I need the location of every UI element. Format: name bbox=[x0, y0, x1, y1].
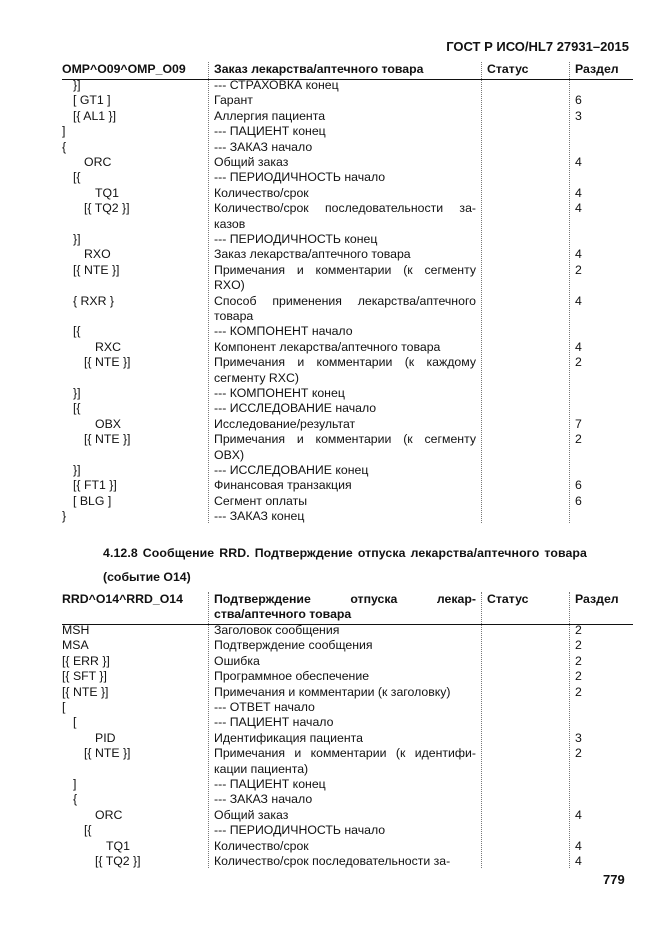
segment-description: Количество/срок последовательности за- bbox=[214, 854, 451, 868]
column-divider bbox=[208, 62, 209, 523]
segment-description: --- КОМПОНЕНТ начало bbox=[214, 324, 353, 339]
segment-description: Финансовая транзакция bbox=[214, 478, 352, 493]
header-status: Статус bbox=[487, 592, 529, 606]
column-divider bbox=[569, 62, 570, 523]
segment-description: Способ применения лекарства/аптечного bbox=[214, 293, 476, 308]
segment-code: OBX bbox=[95, 416, 121, 431]
segment-section: 6 bbox=[575, 93, 582, 108]
header-section: Раздел bbox=[575, 592, 619, 606]
document-title: ГОСТ Р ИСО/HL7 27931–2015 bbox=[446, 39, 629, 54]
header-section: Раздел bbox=[575, 62, 619, 76]
segment-code: ORC bbox=[84, 155, 112, 169]
segment-section: 2 bbox=[575, 432, 582, 447]
segment-code: PID bbox=[95, 730, 116, 745]
segment-section: 7 bbox=[575, 416, 582, 431]
segment-code: }] bbox=[73, 463, 81, 477]
segment-section: 2 bbox=[575, 623, 582, 637]
segment-description: Примечания и комментарии (к каждому bbox=[214, 355, 476, 370]
segment-description: Общий заказ bbox=[214, 807, 289, 822]
segment-code: [ bbox=[62, 700, 66, 714]
segment-code: [{ bbox=[73, 170, 81, 185]
segment-description: --- ПАЦИЕНТ начало bbox=[214, 715, 334, 730]
segment-code: [ GT1 ] bbox=[73, 93, 111, 108]
column-divider bbox=[481, 62, 482, 523]
segment-code: [{ AL1 }] bbox=[73, 108, 117, 123]
table-header-rule bbox=[62, 624, 633, 625]
segment-code: RXC bbox=[95, 339, 121, 354]
segment-code: ORC bbox=[95, 807, 123, 822]
segment-description: Гарант bbox=[214, 93, 253, 108]
page-number: 779 bbox=[603, 872, 625, 887]
segment-description: --- КОМПОНЕНТ конец bbox=[214, 386, 345, 400]
segment-description: Количество/срок bbox=[214, 838, 309, 853]
segment-section: 3 bbox=[575, 108, 582, 123]
segment-code: ] bbox=[62, 124, 66, 139]
column-divider bbox=[481, 592, 482, 868]
segment-code: TQ1 bbox=[106, 838, 130, 853]
segment-code: [ BLG ] bbox=[73, 493, 112, 508]
segment-code: [{ NTE }] bbox=[73, 262, 120, 277]
segment-section: 2 bbox=[575, 746, 582, 761]
segment-description: --- ЗАКАЗ конец bbox=[214, 509, 305, 524]
segment-section: 4 bbox=[575, 838, 582, 853]
segment-description: --- ПЕРИОДИЧНОСТЬ конец bbox=[214, 232, 378, 246]
segment-code: }] bbox=[73, 386, 81, 400]
table-header-rule bbox=[62, 79, 633, 80]
segment-code: [ bbox=[73, 715, 77, 730]
segment-description: Примечания и комментарии (к идентифи- bbox=[214, 746, 476, 761]
segment-code: TQ1 bbox=[95, 185, 119, 200]
header-description: Подтверждение отпуска лекар- bbox=[214, 592, 476, 606]
segment-description: --- ОТВЕТ начало bbox=[214, 700, 315, 714]
segment-description: --- ИССЛЕДОВАНИЕ начало bbox=[214, 401, 377, 416]
header-description-cont: ства/аптечного товара bbox=[214, 607, 352, 622]
segment-section: 6 bbox=[575, 493, 582, 508]
segment-description: Заголовок сообщения bbox=[214, 623, 340, 637]
segment-description: Примечания и комментарии (к сегменту bbox=[214, 432, 476, 447]
segment-description: --- ИССЛЕДОВАНИЕ конец bbox=[214, 463, 369, 477]
segment-section: 2 bbox=[575, 669, 582, 684]
section-heading-event: (событие O14) bbox=[103, 570, 191, 584]
segment-section: 2 bbox=[575, 653, 582, 668]
segment-description: Общий заказ bbox=[214, 155, 289, 169]
segment-description: --- СТРАХОВКА конец bbox=[214, 78, 339, 92]
segment-code: } bbox=[62, 509, 67, 524]
segment-description: казов bbox=[214, 216, 246, 231]
segment-code: RXO bbox=[84, 247, 111, 262]
segment-section: 4 bbox=[575, 293, 582, 308]
segment-section: 6 bbox=[575, 478, 582, 493]
segment-description: RXO) bbox=[214, 278, 245, 293]
segment-description: --- ПАЦИЕНТ конец bbox=[214, 777, 326, 791]
segment-code: MSH bbox=[62, 623, 90, 637]
segment-section: 4 bbox=[575, 854, 582, 868]
segment-description: Примечания и комментарии (к заголовку) bbox=[214, 684, 451, 699]
segment-code: MSA bbox=[62, 638, 89, 653]
header-message-type: RRD^O14^RRD_O14 bbox=[62, 592, 183, 606]
segment-section: 4 bbox=[575, 247, 582, 262]
segment-description: товара bbox=[214, 309, 254, 323]
segment-code: [{ FT1 }] bbox=[73, 478, 117, 493]
segment-description: Подтверждение сообщения bbox=[214, 638, 373, 653]
segment-code: [{ NTE }] bbox=[84, 355, 131, 370]
segment-code: [{ NTE }] bbox=[84, 746, 131, 761]
segment-description: Компонент лекарства/аптечного товара bbox=[214, 339, 441, 354]
segment-description: кации пациента) bbox=[214, 761, 309, 776]
segment-description: Заказ лекарства/аптечного товара bbox=[214, 247, 411, 262]
segment-description: Ошибка bbox=[214, 653, 260, 668]
segment-code: { RXR } bbox=[73, 293, 115, 308]
segment-code: [{ TQ2 }] bbox=[95, 854, 141, 868]
segment-section: 4 bbox=[575, 201, 582, 216]
segment-code: [{ bbox=[84, 823, 92, 838]
segment-description: Сегмент оплаты bbox=[214, 493, 308, 508]
segment-code: [{ ERR }] bbox=[62, 653, 110, 668]
segment-section: 2 bbox=[575, 355, 582, 370]
segment-description: --- ПЕРИОДИЧНОСТЬ начало bbox=[214, 823, 386, 838]
segment-description: --- ПАЦИЕНТ конец bbox=[214, 124, 326, 139]
segment-section: 2 bbox=[575, 684, 582, 699]
header-message-type: OMP^O09^OMP_O09 bbox=[62, 62, 186, 76]
segment-code: ] bbox=[73, 777, 77, 791]
section-heading: 4.12.8 Сообщение RRD. Подтверждение отпуска лекарства/аптечного товара bbox=[103, 546, 587, 560]
segment-section: 3 bbox=[575, 730, 582, 745]
segment-code: { bbox=[62, 139, 67, 154]
segment-section: 2 bbox=[575, 262, 582, 277]
column-divider bbox=[208, 592, 209, 868]
segment-code: }] bbox=[73, 78, 81, 92]
segment-code: [{ NTE }] bbox=[62, 684, 109, 699]
segment-description: --- ЗАКАЗ начало bbox=[214, 792, 313, 807]
segment-description: Программное обеспечение bbox=[214, 669, 370, 684]
segment-code: [{ SFT }] bbox=[62, 669, 107, 684]
segment-description: OBX) bbox=[214, 447, 245, 462]
segment-description: Количество/срок последовательности за- bbox=[214, 201, 476, 216]
segment-section: 2 bbox=[575, 638, 582, 653]
segment-section: 4 bbox=[575, 185, 582, 200]
segment-section: 4 bbox=[575, 155, 582, 169]
segment-description: Примечания и комментарии (к сегменту bbox=[214, 262, 476, 277]
segment-description: Исследование/результат bbox=[214, 416, 356, 431]
segment-description: --- ЗАКАЗ начало bbox=[214, 139, 313, 154]
segment-description: сегменту RXC) bbox=[214, 370, 299, 385]
segment-description: Количество/срок bbox=[214, 185, 309, 200]
segment-code: { bbox=[73, 792, 78, 807]
segment-description: --- ПЕРИОДИЧНОСТЬ начало bbox=[214, 170, 386, 185]
segment-section: 4 bbox=[575, 339, 582, 354]
segment-description: Идентификация пациента bbox=[214, 730, 363, 745]
segment-code: [{ TQ2 }] bbox=[84, 201, 130, 216]
segment-description: Аллергия пациента bbox=[214, 108, 326, 123]
header-status: Статус bbox=[487, 62, 529, 76]
header-description: Заказ лекарства/аптечного товара bbox=[214, 62, 424, 76]
segment-code: [{ bbox=[73, 324, 81, 339]
segment-code: [{ NTE }] bbox=[84, 432, 131, 447]
column-divider bbox=[569, 592, 570, 868]
segment-section: 4 bbox=[575, 807, 582, 822]
segment-code: }] bbox=[73, 232, 81, 246]
segment-code: [{ bbox=[73, 401, 81, 416]
